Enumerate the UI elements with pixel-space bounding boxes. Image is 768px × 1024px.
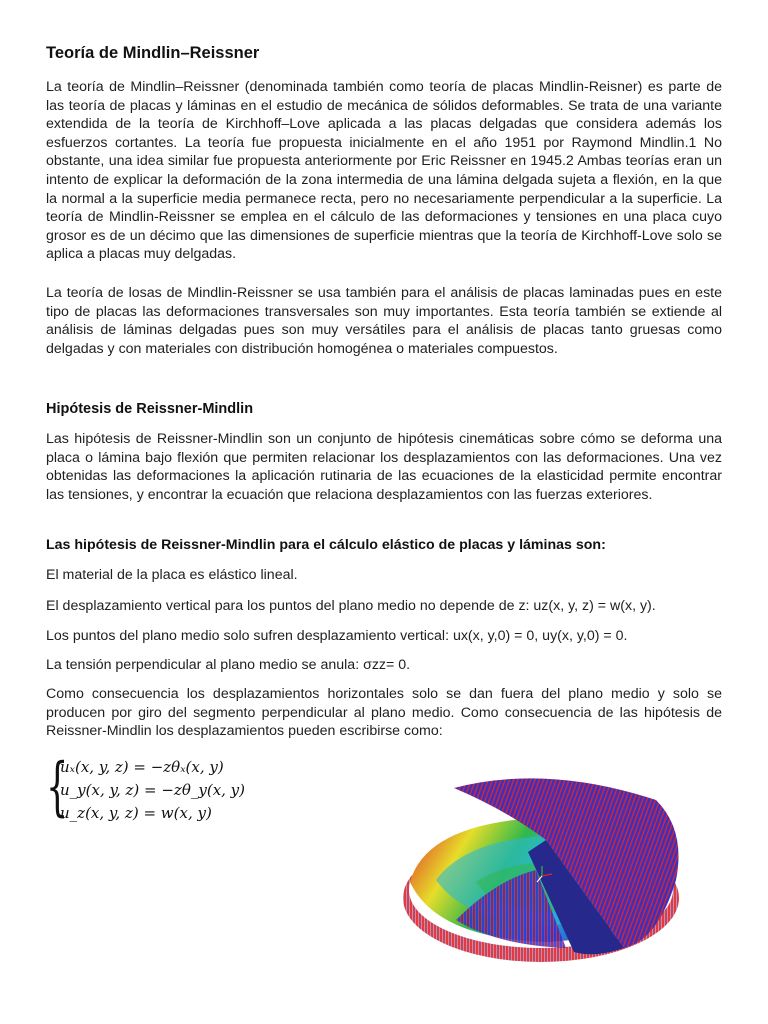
consequence-paragraph: Como consecuencia los desplazamientos horizontales solo se dan fuera del plano medio y solo se producen por giro del segmento perpendicular al plano medio. Como consecuencia de las hipótesis de Reissner-Mindlin los desplazamientos pueden escribirse como: (46, 686, 722, 740)
page-title: Teoría de Mindlin–Reissner (46, 44, 260, 62)
intro-paragraph-2: La teoría de losas de Mindlin-Reissner se usa también para el análisis de placas laminadas pues en este tipo de placas las deformaciones transversales son muy importantes. Esta teoría también se extiende al análisis de láminas delgadas pues son muy versátiles para el análisis de placas tanto gruesas como delgadas y con materiales con distribución homogénea o materiales compuestos. (46, 285, 722, 357)
hypothesis-3: Los puntos del plano medio solo sufren desplazamiento vertical: ux(x, y,0) = 0, uy(x, y,0) = 0. (46, 628, 628, 644)
hypothesis-1: El material de la placa es elástico lineal. (46, 567, 298, 583)
hypothesis-4: La tensión perpendicular al plano medio se anula: σzz= 0. (46, 657, 411, 673)
equation-ux: uₓ(x, y, z) = −zθₓ(x, y) (60, 758, 224, 776)
hypotheses-intro: Las hipótesis de Reissner-Mindlin para el cálculo elástico de placas y láminas son: (46, 537, 606, 553)
section-heading: Hipótesis de Reissner-Mindlin (46, 401, 254, 417)
hypothesis-2: El desplazamiento vertical para los puntos del plano medio no depende de z: uz(x, y, z) = w(x, y). (46, 598, 656, 614)
section-paragraph: Las hipótesis de Reissner-Mindlin son un conjunto de hipótesis cinemáticas sobre cómo se deforma una placa o lámina bajo flexión que permiten relacionar los desplazamientos con las deformaciones. Una vez obtenidas las deformaciones la aplicación rutinaria de las ecuaciones de la elasticidad permite encontrar las tensiones, y encontrar la ecuación que relaciona desplazamientos con las fuerzas exteriores. (46, 431, 722, 503)
intro-paragraph-1: La teoría de Mindlin–Reissner (denominada también como teoría de placas Mindlin-Reisner) es parte de las teoría de placas y láminas en el estudio de mecánica de sólidos deformables. Se trata de una variante extendida de la teoría de Kirchhoff–Love aplicada a las placas delgadas que considera además los esfuerzos cortantes. La teoría fue propuesta inicialmente en el año 1951 por Raymond Mindlin.1 No obstante, una idea similar fue propuesta anteriormente por Eric Reissner en 1945.2 Ambas teorías eran un intento de explicar la deformación de la zona intermedia de una lámina delgada sujeta a flexión, en la que la normal a la superficie media permanece recta, pero no necesariamente perpendicular a la superficie. La teoría de Mindlin-Reissner se emplea en el cálculo de las deformaciones y tensiones en una placa cuyo grosor es de un décimo que las dimensiones de superficie mientras que la teoría de Kirchhoff-Love solo se aplica a placas muy delgadas. (46, 79, 722, 263)
left-brace: { (46, 750, 69, 824)
plate-deformation-figure (396, 770, 686, 980)
displacement-equations (46, 752, 376, 832)
equation-uy: u_y(x, y, z) = −zθ_y(x, y) (60, 781, 246, 799)
equation-uz: u_z(x, y, z) = w(x, y) (60, 804, 212, 822)
